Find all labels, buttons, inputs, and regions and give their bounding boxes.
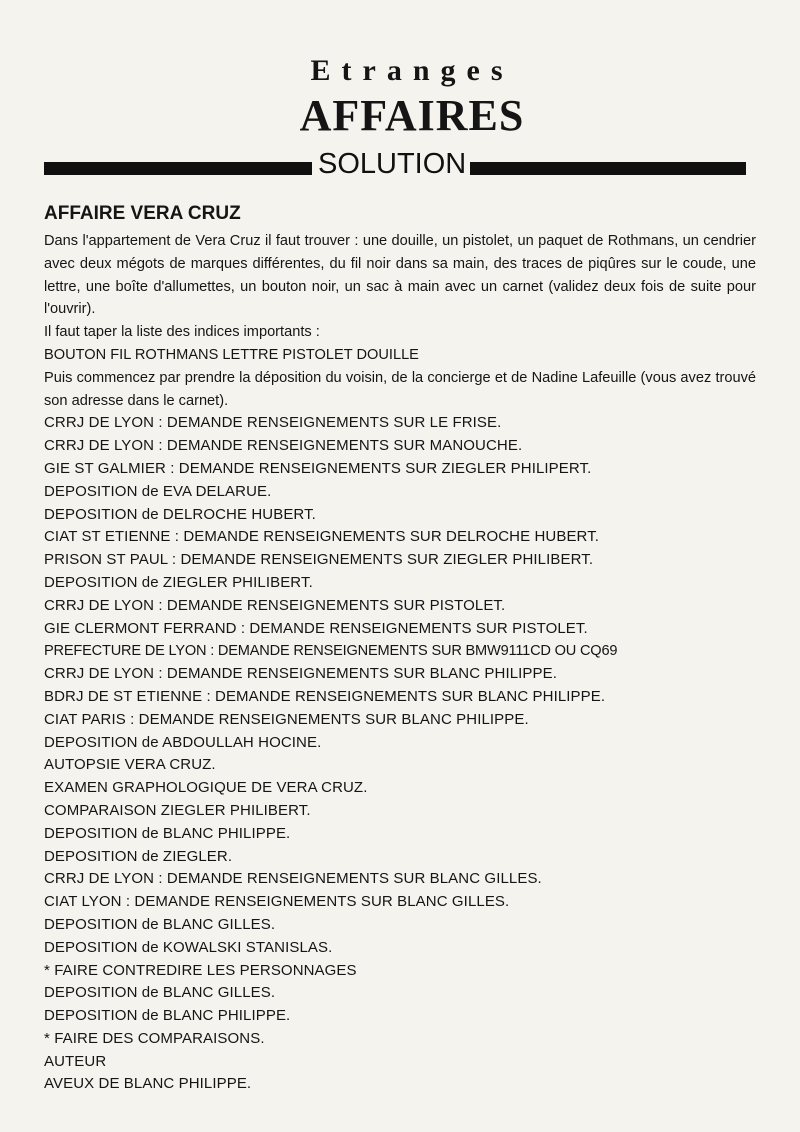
step-line: GIE ST GALMIER : DEMANDE RENSEIGNEMENTS SUR ZIEGLER PHILIPERT. xyxy=(44,459,592,477)
step-line: DEPOSITION de ABDOULLAH HOCINE. xyxy=(44,733,322,751)
step-line: GIE CLERMONT FERRAND : DEMANDE RENSEIGNEMENTS SUR PISTOLET. xyxy=(44,619,588,637)
step-line: CRRJ DE LYON : DEMANDE RENSEIGNEMENTS SUR PISTOLET. xyxy=(44,596,506,614)
step-line: PRISON ST PAUL : DEMANDE RENSEIGNEMENTS SUR ZIEGLER PHILIBERT. xyxy=(44,551,594,569)
header-title: AFFAIRES xyxy=(299,91,525,140)
step-line: CRRJ DE LYON : DEMANDE RENSEIGNEMENTS SUR BLANC GILLES. xyxy=(44,870,542,888)
step-line: CRRJ DE LYON : DEMANDE RENSEIGNEMENTS SUR MANOUCHE. xyxy=(44,437,523,455)
step-line: CRRJ DE LYON : DEMANDE RENSEIGNEMENTS SUR BLANC PHILIPPE. xyxy=(44,665,558,683)
step-line: PREFECTURE DE LYON : DEMANDE RENSEIGNEMENTS SUR BMW9111CD OU CQ69 xyxy=(44,643,618,660)
step-line: BDRJ DE ST ETIENNE : DEMANDE RENSEIGNEMENTS SUR BLANC PHILIPPE. xyxy=(44,687,606,705)
step-line: DEPOSITION de ZIEGLER. xyxy=(44,847,233,865)
step-line: CIAT LYON : DEMANDE RENSEIGNEMENTS SUR BLANC GILLES. xyxy=(44,893,510,911)
step-line: DEPOSITION de ZIEGLER PHILIBERT. xyxy=(44,573,313,591)
divider-bar-left xyxy=(44,162,312,175)
step-line: * FAIRE CONTREDIRE LES PERSONNAGES xyxy=(44,961,357,979)
divider-bar-right xyxy=(470,162,746,175)
step-line: COMPARAISON ZIEGLER PHILIBERT. xyxy=(44,801,311,819)
step-line: DEPOSITION de EVA DELARUE. xyxy=(44,482,272,500)
step-line: * FAIRE DES COMPARAISONS. xyxy=(44,1029,265,1047)
step-line: DEPOSITION de DELROCHE HUBERT. xyxy=(44,505,316,523)
step-line: DEPOSITION de BLANC PHILIPPE. xyxy=(44,824,291,842)
step-line: DEPOSITION de KOWALSKI STANISLAS. xyxy=(44,938,333,956)
solution-content xyxy=(44,202,756,1096)
step-line: DEPOSITION de BLANC GILLES. xyxy=(44,915,276,933)
section-label: SOLUTION xyxy=(318,148,467,180)
next-steps-paragraph: Puis commencez par prendre la déposition du voisin, de la concierge et de Nadine Lafeuille (vous avez trouvé son adresse dans le carnet). xyxy=(44,369,756,409)
step-line: AUTEUR xyxy=(44,1052,107,1070)
step-line: CRRJ DE LYON : DEMANDE RENSEIGNEMENTS SUR LE FRISE. xyxy=(44,414,502,432)
steps-list xyxy=(44,412,756,1096)
header-subtitle: Etranges xyxy=(310,54,514,87)
step-line: AVEUX DE BLANC PHILIPPE. xyxy=(44,1075,252,1093)
intro-paragraph: Dans l'appartement de Vera Cruz il faut trouver : une douille, un pistolet, un paquet de Rothmans, un cendrier avec deux mégots de marques différentes, du fil noir dans sa main, des traces de piqûres sur le coude, une lettre, une boîte d'allumettes, un bouton noir, un sac à main avec un carnet (validez deux fois de suite pour l'ouvrir). xyxy=(44,233,756,318)
clue-instruction: Il faut taper la liste des indices importants : xyxy=(44,324,320,341)
clue-list: BOUTON FIL ROTHMANS LETTRE PISTOLET DOUILLE xyxy=(44,346,419,363)
step-line: DEPOSITION de BLANC GILLES. xyxy=(44,984,276,1002)
step-line: CIAT PARIS : DEMANDE RENSEIGNEMENTS SUR BLANC PHILIPPE. xyxy=(44,710,529,728)
case-title: AFFAIRE VERA CRUZ xyxy=(44,203,241,224)
step-line: DEPOSITION de BLANC PHILIPPE. xyxy=(44,1007,291,1025)
step-line: EXAMEN GRAPHOLOGIQUE DE VERA CRUZ. xyxy=(44,779,368,797)
step-line: CIAT ST ETIENNE : DEMANDE RENSEIGNEMENTS SUR DELROCHE HUBERT. xyxy=(44,528,600,546)
step-line: AUTOPSIE VERA CRUZ. xyxy=(44,756,216,774)
